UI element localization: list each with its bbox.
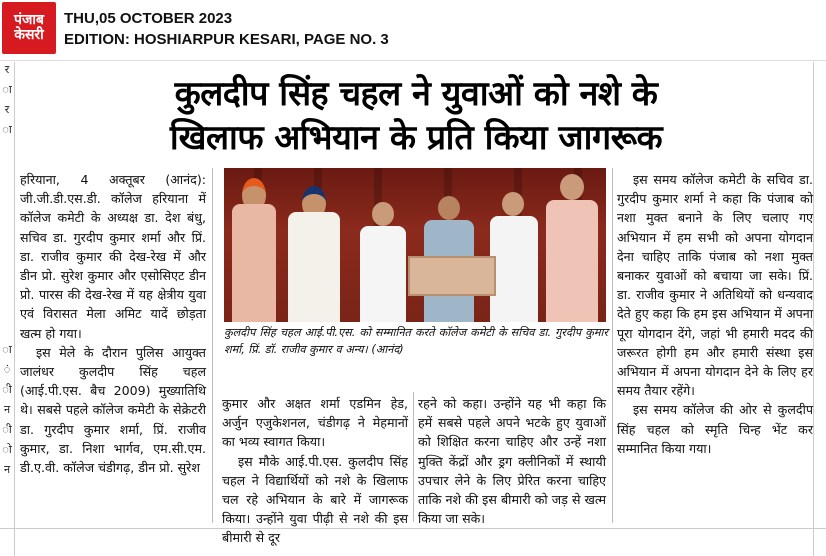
- page-bottom-rule: [0, 528, 826, 529]
- fragment-glyph: [0, 142, 14, 162]
- article-column-2: [222, 394, 408, 548]
- logo-line1: पंजाब: [14, 12, 44, 29]
- fragment-glyph: [0, 182, 14, 202]
- fragment-glyph: [0, 242, 14, 262]
- publication-date: THU,05 OCTOBER 2023: [64, 10, 233, 27]
- article-paragraph: हरियाना, 4 अक्तूबर (आनंद): जी.जी.डी.एस.डी. कॉलेज हरियाना में कॉलेज कमेटी के अध्यक्ष डा. देश बंधु, सचिव डा. गुरदीप कुमार शर्मा और प्रिं. डा. राजीव कुमार की देख-रेख में और डीन प्रो. सुरेश कुमार और एसोसिएट डीन प्रो. पारस की देख-रेख में यह क्षेत्रीय युवा एवं विरासत मेला अमिट यादें छोड़ता खत्म हो गया।: [20, 172, 206, 341]
- fragment-glyph: र: [4, 63, 10, 76]
- person-figure: [490, 190, 538, 322]
- person-figure: [360, 200, 406, 322]
- article-paragraph: कुमार और अक्षत शर्मा एडमिन हेड, अर्जुन एजुकेशनल, चंडीगढ़ ने मेहमानों का भव्य स्वागत किया।: [222, 396, 408, 450]
- column-divider: [413, 392, 414, 522]
- fragment-glyph: ा: [2, 83, 12, 96]
- fragment-glyph: [0, 322, 14, 342]
- article-paragraph: इस मौके आई.पी.एस. कुलदीप सिंह चहल ने विद्यार्थियों को नशे के खिलाफ चल रहे अभियान के बारे में जागरूक किया। उन्होंने युवा पीढ़ी से नशे की इस बीमारी से दूर: [222, 453, 408, 546]
- edition-info: EDITION: HOSHIARPUR KESARI, PAGE NO. 3: [64, 31, 389, 48]
- fragment-glyph: ी: [2, 383, 12, 396]
- article-column-3: [418, 394, 606, 528]
- headline: [16, 72, 816, 160]
- fragment-glyph: र: [4, 103, 10, 116]
- article-paragraph: इस समय कॉलेज की ओर से कुलदीप सिंह चहल को स्मृति चिन्ह भेंट कर सम्मानित किया गया।: [617, 402, 813, 456]
- fragment-glyph: ी: [2, 423, 12, 436]
- logo-line2: केसरी: [14, 27, 44, 43]
- fragment-glyph: [0, 302, 14, 322]
- fragment-glyph: ा: [2, 343, 12, 356]
- news-photo: [224, 168, 606, 322]
- fragment-glyph: ं: [3, 363, 11, 376]
- column-divider: [612, 168, 613, 523]
- fragment-glyph: ो: [2, 443, 12, 456]
- fragment-glyph: [0, 162, 14, 182]
- headline-line2: खिलाफ अभियान के प्रति किया जागरूक: [169, 118, 663, 158]
- adjacent-article-fragment: [0, 62, 15, 556]
- memento-plaque: [408, 256, 496, 296]
- article-paragraph: रहने को कहा। उन्होंने यह भी कहा कि हमें सबसे पहले अपने भटके हुए युवाओं को शिक्षित करना चाहिए और उन्हें नशा मुक्ति केंद्रों और ड्रग क्लीनिकों में स्थायी उपचार लेने के लिए प्रेरित करना चाहिए ताकि नशे की इस बीमारी को जड़ से खत्म किया जा सके।: [418, 396, 606, 527]
- article-paragraph: इस मेले के दौरान पुलिस आयुक्त जालंधर कुलदीप सिंह चहल (आई.पी.एस. बैच 2009) मुख्यातिथि थे। सबसे पहले कॉलेज कमेटी के सेक्रेटरी डा. गुरदीप कुमार शर्मा, प्रिं. राजीव कुमार, डा. निशा भार्गव, एम.सी.एम. डी.ए.वी. कॉलेज चंडीगढ़, डीन प्रो. सुरेश: [20, 344, 206, 476]
- masthead-divider: [0, 60, 826, 61]
- masthead: [0, 0, 826, 62]
- fragment-glyph: ा: [2, 123, 12, 136]
- fragment-glyph: न: [3, 463, 11, 476]
- punjab-kesari-logo: [2, 2, 56, 54]
- fragment-glyph: न: [3, 403, 11, 416]
- fragment-glyph: [0, 202, 14, 222]
- article-column-4: [617, 170, 813, 458]
- person-figure: [546, 172, 598, 322]
- edition-meta: [64, 8, 389, 50]
- person-figure: [288, 182, 340, 322]
- fragment-glyph: [0, 282, 14, 302]
- fragment-glyph: [0, 222, 14, 242]
- article-paragraph: इस समय कॉलेज कमेटी के सचिव डा. गुरदीप कुमार शर्मा ने कहा कि पंजाब को नशा मुक्त बनाने के लिए चलाए गए अभियान में हम सभी को अपना योगदान देना चाहिए ताकि पंजाब को नशा मुक्त बनाकर युवाओं को बचाया जा सके। प्रिं. डा. राजीव कुमार ने अतिथियों को धन्यवाद देते हुए कहा कि हम इस अभियान में अपना पूरा योगदान देंगे, जहां भी हमारी मदद की जरूरत होगी हम और हमारी संस्था इस अभियान में अपना योगदान देने के लिए हर समय तैयार रहेंगे।: [617, 172, 813, 399]
- photo-caption: कुलदीप सिंह चहल आई.पी.एस. को सम्मानित करते कॉलेज कमेटी के सचिव डा. गुरदीप कुमार शर्मा, प्रिं. डॉ. राजीव कुमार व अन्य। (आनंद): [224, 326, 608, 356]
- article-column-1: [20, 170, 206, 477]
- column-divider: [212, 168, 213, 523]
- headline-line1: कुलदीप सिंह चहल ने युवाओं को नशे के: [174, 74, 658, 114]
- fragment-glyph: [0, 262, 14, 282]
- person-figure: [232, 172, 276, 322]
